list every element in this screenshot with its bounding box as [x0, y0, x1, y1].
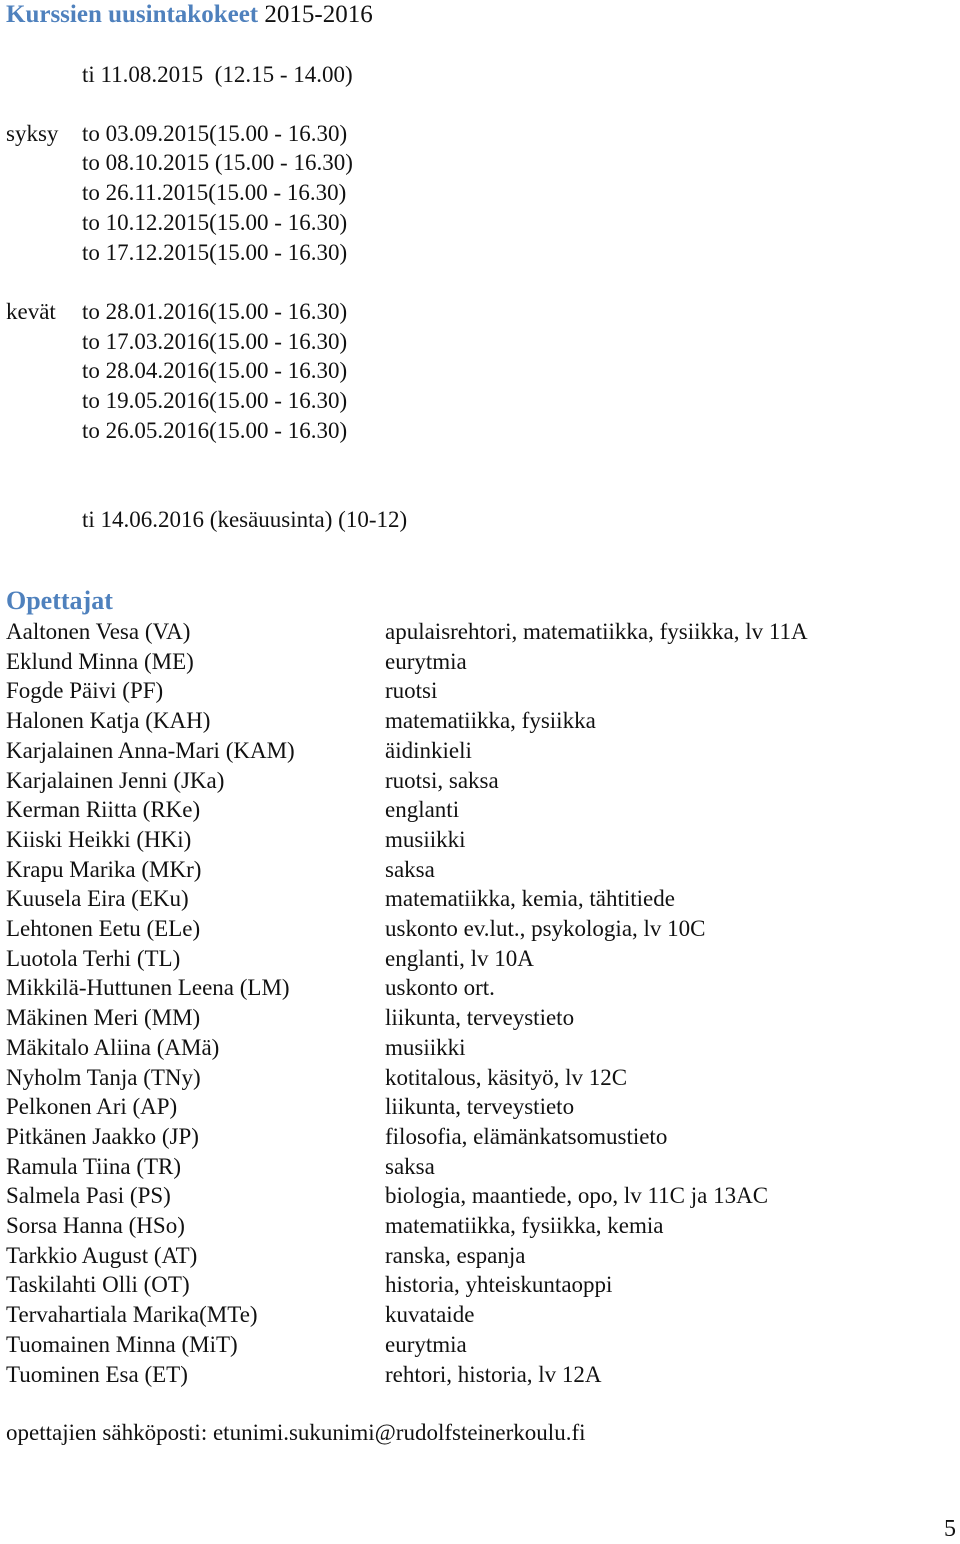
teacher-subjects: kotitalous, käsityö, lv 12C — [385, 1065, 628, 1090]
teacher-name: Luotola Terhi (TL) — [6, 946, 181, 971]
teacher-name: Sorsa Hanna (HSo) — [6, 1213, 185, 1238]
teacher-subjects: apulaisrehtori, matematiikka, fysiikka, lv 11A — [385, 619, 808, 644]
teacher-subjects: uskonto ev.lut., psykologia, lv 10C — [385, 916, 706, 941]
teacher-subjects: englanti — [385, 797, 460, 822]
autumn-date: to 17.12.2015(15.00 - 16.30) — [82, 240, 348, 265]
teacher-name: Karjalainen Anna-Mari (KAM) — [6, 738, 295, 763]
teacher-name: Halonen Katja (KAH) — [6, 708, 211, 733]
teacher-name: Kerman Riitta (RKe) — [6, 797, 201, 822]
spring-label: kevät — [6, 299, 56, 324]
teacher-subjects: matematiikka, fysiikka, kemia — [385, 1213, 664, 1238]
teacher-name: Pitkänen Jaakko (JP) — [6, 1124, 199, 1149]
teacher-subjects: filosofia, elämänkatsomustieto — [385, 1124, 668, 1149]
teacher-subjects: ranska, espanja — [385, 1243, 526, 1268]
email-note: opettajien sähköposti: etunimi.sukunimi@rudolfsteinerkoulu.fi — [6, 1420, 586, 1445]
title-year: 2015-2016 — [264, 1, 373, 28]
teacher-subjects: liikunta, terveystieto — [385, 1094, 575, 1119]
teacher-name: Tervahartiala Marika(MTe) — [6, 1302, 258, 1327]
autumn-date: to 08.10.2015 (15.00 - 16.30) — [82, 150, 353, 175]
teacher-name: Mäkinen Meri (MM) — [6, 1005, 201, 1030]
teacher-subjects: eurytmia — [385, 1332, 467, 1357]
teacher-subjects: saksa — [385, 1154, 435, 1179]
teacher-subjects: saksa — [385, 857, 435, 882]
page-title — [6, 0, 373, 30]
teacher-name: Mikkilä-Huttunen Leena (LM) — [6, 975, 290, 1000]
autumn-date: to 26.11.2015(15.00 - 16.30) — [82, 180, 347, 205]
teacher-name: Fogde Päivi (PF) — [6, 678, 164, 703]
teacher-subjects: biologia, maantiede, opo, lv 11C ja 13AC — [385, 1183, 769, 1208]
summer-start-date: ti 11.08.2015 (12.15 - 14.00) — [82, 62, 353, 87]
teachers-heading: Opettajat — [6, 586, 113, 615]
teacher-name: Salmela Pasi (PS) — [6, 1183, 171, 1208]
summer-end-date: ti 14.06.2016 (kesäuusinta) (10-12) — [82, 507, 408, 532]
teacher-name: Nyholm Tanja (TNy) — [6, 1065, 201, 1090]
teacher-name: Kuusela Eira (EKu) — [6, 886, 189, 911]
teacher-name: Krapu Marika (MKr) — [6, 857, 202, 882]
autumn-date: to 10.12.2015(15.00 - 16.30) — [82, 210, 348, 235]
teacher-name: Kiiski Heikki (HKi) — [6, 827, 192, 852]
teacher-subjects: matematiikka, kemia, tähtitiede — [385, 886, 675, 911]
teacher-name: Tuominen Esa (ET) — [6, 1362, 188, 1387]
teacher-name: Ramula Tiina (TR) — [6, 1154, 182, 1179]
autumn-label: syksy — [6, 121, 59, 146]
autumn-date: to 03.09.2015(15.00 - 16.30) — [82, 121, 348, 146]
teacher-subjects: historia, yhteiskuntaoppi — [385, 1272, 613, 1297]
page-number: 5 — [944, 1516, 956, 1542]
spring-date: to 26.05.2016(15.00 - 16.30) — [82, 418, 348, 443]
teacher-subjects: musiikki — [385, 1035, 466, 1060]
spring-date: to 28.01.2016(15.00 - 16.30) — [82, 299, 348, 324]
teacher-subjects: eurytmia — [385, 649, 467, 674]
teacher-subjects: äidinkieli — [385, 738, 472, 763]
spring-date: to 17.03.2016(15.00 - 16.30) — [82, 329, 348, 354]
teacher-subjects: rehtori, historia, lv 12A — [385, 1362, 602, 1387]
spring-date: to 28.04.2016(15.00 - 16.30) — [82, 358, 348, 383]
teacher-subjects: ruotsi — [385, 678, 438, 703]
teacher-name: Mäkitalo Aliina (AMä) — [6, 1035, 220, 1060]
teacher-subjects: liikunta, terveystieto — [385, 1005, 575, 1030]
teacher-name: Taskilahti Olli (OT) — [6, 1272, 190, 1297]
teacher-subjects: musiikki — [385, 827, 466, 852]
teacher-name: Aaltonen Vesa (VA) — [6, 619, 191, 644]
teacher-subjects: matematiikka, fysiikka — [385, 708, 596, 733]
spring-date: to 19.05.2016(15.00 - 16.30) — [82, 388, 348, 413]
teacher-subjects: uskonto ort. — [385, 975, 495, 1000]
teacher-name: Tarkkio August (AT) — [6, 1243, 198, 1268]
teacher-name: Eklund Minna (ME) — [6, 649, 194, 674]
teacher-subjects: ruotsi, saksa — [385, 768, 499, 793]
teacher-subjects: englanti, lv 10A — [385, 946, 534, 971]
teacher-name: Tuomainen Minna (MiT) — [6, 1332, 238, 1357]
teacher-subjects: kuvataide — [385, 1302, 475, 1327]
title-main: Kurssien uusintakokeet — [6, 1, 259, 28]
teacher-name: Pelkonen Ari (AP) — [6, 1094, 178, 1119]
teacher-name: Lehtonen Eetu (ELe) — [6, 916, 201, 941]
teacher-name: Karjalainen Jenni (JKa) — [6, 768, 225, 793]
